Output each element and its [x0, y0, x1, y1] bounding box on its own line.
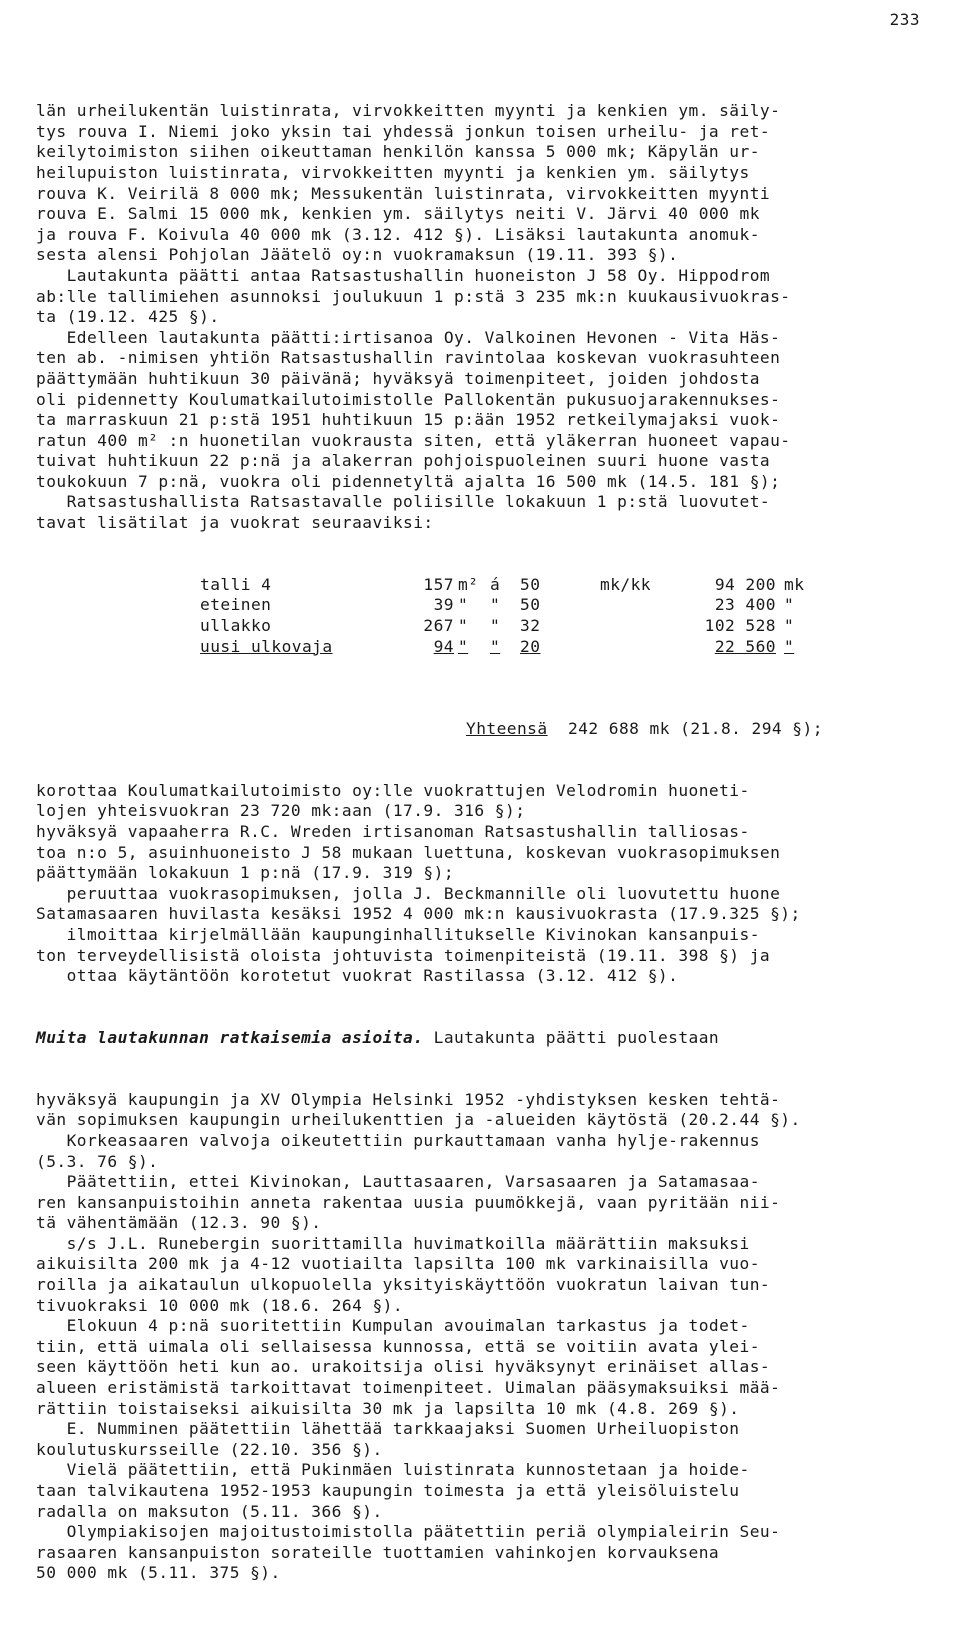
rent-row [200, 637, 804, 658]
text-line: ja rouva F. Koivula 40 000 mk (3.12. 412 §). Lisäksi lautakunta anomuk- [36, 224, 760, 244]
rent-area: 267 [423, 616, 454, 636]
text-line: päättymään huhtikuun 30 päivänä; hyväksyä toimenpiteet, joiden johdosta [36, 368, 760, 388]
rent-area: 39 [433, 595, 454, 615]
section-heading: Muita lautakunnan ratkaisemia asioita. [36, 1027, 424, 1047]
rent-area: 94 [433, 636, 454, 656]
text-line: seen käyttöön heti kun ao. urakoitsija olisi hyväksynyt erinäiset allas- [36, 1357, 771, 1377]
text-line: Päätettiin, ettei Kivinokan, Lauttasaaren, Varsasaaren ja Satamasaa- [36, 1172, 760, 1192]
paragraphs-part1 [36, 101, 936, 533]
rent-amount: 102 528 [704, 616, 776, 636]
section-heading-line [36, 1028, 936, 1049]
text-line: Vielä päätettiin, että Pukinmäen luistinrata kunnostetaan ja hoide- [36, 1460, 750, 1480]
rent-room: talli 4 [200, 574, 272, 594]
text-line: ilmoittaa kirjelmällään kaupunginhallitukselle Kivinokan kansanpuis- [36, 924, 760, 944]
text-line: roilla ja aikataulun ulkopuolella yksityiskäyttöön vuokratun laivan tun- [36, 1275, 771, 1295]
rent-total-row [36, 719, 936, 740]
rent-price-unit [600, 637, 680, 658]
rent-price-prefix: " [490, 616, 501, 636]
text-line: tä vähentämään (12.3. 90 §). [36, 1213, 322, 1233]
rent-amount-unit: " [784, 595, 795, 615]
body-text [36, 60, 936, 1625]
rent-row [200, 616, 804, 637]
text-line: rättiin toistaiseksi aikuisilta 30 mk ja lapsilta 10 mk (4.8. 269 §). [36, 1398, 740, 1418]
rent-price-unit [600, 595, 680, 616]
rent-row [200, 575, 804, 596]
text-line: ton terveydellisistä oloista johtuvista toimenpiteistä (19.11. 398 §) ja [36, 945, 771, 965]
rent-price: 32 [520, 616, 541, 636]
text-line: ren kansanpuistoihin anneta rakentaa uusia puumökkejä, vaan pyritään nii- [36, 1192, 781, 1212]
rent-amount: 94 200 [714, 574, 776, 594]
rent-amount-unit: " [784, 616, 795, 636]
rent-row [200, 595, 804, 616]
text-line: Edelleen lautakunta päätti:irtisanoa Oy. Valkoinen Hevonen - Vita Häs- [36, 327, 781, 347]
text-line: toukokuun 7 p:nä, vuokra oli pidennetyltä ajalta 16 500 mk (14.5. 181 §); [36, 471, 781, 491]
rent-amount: 22 560 [714, 636, 776, 656]
rent-price-unit [600, 616, 680, 637]
text-line: radalla on maksuton (5.11. 366 §). [36, 1501, 383, 1521]
section-heading-rest: Lautakunta päätti puolestaan [423, 1027, 720, 1047]
rent-price-prefix: á [490, 574, 501, 594]
page-number: 233 [889, 10, 920, 29]
text-line: heilupuiston luistinrata, virvokkeitten myynti ja kenkien ym. säilytys [36, 162, 750, 182]
text-line: ottaa käytäntöön korotetut vuokrat Rastilassa (3.12. 412 §). [36, 966, 679, 986]
text-line: sesta alensi Pohjolan Jäätelö oy:n vuokramaksun (19.11. 393 §). [36, 245, 679, 265]
text-line: toa n:o 5, asuinhuoneisto J 58 mukaan luettuna, koskevan vuokrasopimuksen [36, 842, 781, 862]
text-line: Elokuun 4 p:nä suoritettiin Kumpulan avouimalan tarkastus ja todet- [36, 1316, 750, 1336]
rent-table [200, 575, 804, 657]
rent-price-prefix: " [490, 636, 501, 656]
text-line: tuivat huhtikuun 22 p:nä ja alakerran pohjoispuoleinen suuri huone vasta [36, 451, 771, 471]
text-line: Lautakunta päätti antaa Ratsastushallin huoneiston J 58 Oy. Hippodrom [36, 265, 771, 285]
rent-room: uusi ulkovaja [200, 636, 333, 656]
rent-price-prefix: " [490, 595, 501, 615]
text-line: tivuokraksi 10 000 mk (18.6. 264 §). [36, 1295, 404, 1315]
text-line: ab:lle tallimiehen asunnoksi joulukuun 1 p:stä 3 235 mk:n kuukausivuokras- [36, 286, 791, 306]
rent-price: 50 [520, 574, 541, 594]
text-line: vän sopimuksen kaupungin urheilukenttien ja -alueiden käytöstä (20.2.44 §). [36, 1110, 801, 1130]
text-line: päättymään lokakuun 1 p:nä (17.9. 319 §); [36, 863, 455, 883]
paragraphs-part3 [36, 1090, 936, 1584]
text-line: taan talvikautena 1952-1953 kaupungin toimesta ja että yleisöluistelu [36, 1481, 740, 1500]
text-line: tys rouva I. Niemi joko yksin tai yhdessä jonkun toisen urheilu- ja ret- [36, 121, 771, 141]
rent-room: eteinen [200, 595, 272, 615]
total-label: Yhteensä [466, 719, 548, 739]
text-line: lojen yhteisvuokran 23 720 mk:aan (17.9. 316 §); [36, 801, 526, 821]
text-line: Satamasaaren huvilasta kesäksi 1952 4 000 mk:n kausivuokrasta (17.9.325 §); [36, 904, 801, 924]
text-line: ta (19.12. 425 §). [36, 307, 220, 327]
text-line: korottaa Koulumatkailutoimisto oy:lle vuokrattujen Velodromin huoneti- [36, 780, 750, 800]
text-line: aikuisilta 200 mk ja 4-12 vuotiailta lapsilta 100 mk varkinaisilla vuo- [36, 1254, 760, 1274]
text-line: hyväksyä vapaaherra R.C. Wreden irtisanoman Ratsastushallin talliosas- [36, 822, 750, 841]
total-ref: (21.8. 294 §); [680, 719, 823, 739]
text-line: alueen eristämistä tarkoittavat toimenpiteet. Uimalan pääsymaksuiksi mää- [36, 1378, 781, 1398]
text-line: s/s J.L. Runebergin suorittamilla huvimatkoilla määrättiin maksuksi [36, 1233, 750, 1253]
rent-amount-unit: mk [784, 574, 805, 594]
text-line: ta marraskuun 21 p:stä 1951 huhtikuun 15 p:ään 1952 retkeilymajaksi vuok- [36, 410, 781, 430]
rent-price-unit: mk/kk [600, 574, 651, 594]
rent-area-unit: " [458, 636, 469, 656]
rent-area-unit: " [458, 595, 469, 615]
rent-area-unit: m² [458, 574, 479, 594]
text-line: ten ab. -nimisen yhtiön Ratsastushallin ravintolaa koskevan vuokrasuhteen [36, 348, 781, 368]
text-line: oli pidennetty Koulumatkailutoimistolle Pallokentän pukusuojarakennukses- [36, 389, 781, 409]
total-amount: 242 688 mk [567, 719, 670, 739]
paragraphs-part2 [36, 781, 936, 987]
text-line: 50 000 mk (5.11. 375 §). [36, 1563, 281, 1583]
rent-room: ullakko [200, 616, 272, 636]
rent-area: 157 [423, 574, 454, 594]
rent-table-block [36, 575, 936, 678]
text-line: hyväksyä kaupungin ja XV Olympia Helsinki 1952 -yhdistyksen kesken tehtä- [36, 1089, 781, 1109]
text-line: tiin, että uimala oli sellaisessa kunnossa, että se voitiin avata ylei- [36, 1336, 760, 1356]
text-line: rasaaren kansanpuiston sorateille tuottamien vahinkojen korvauksena [36, 1542, 720, 1562]
text-line: rouva K. Veirilä 8 000 mk; Messukentän luistinrata, virvokkeitten myynti [36, 183, 771, 203]
rent-amount: 23 400 [714, 595, 776, 615]
text-line: Ratsastushallista Ratsastavalle poliisille lokakuun 1 p:stä luovutet- [36, 492, 771, 512]
text-line: Olympiakisojen majoitustoimistolla päätettiin periä olympialeirin Seu- [36, 1522, 781, 1542]
text-line: ratun 400 m² :n huonetilan vuokrausta siten, että yläkerran huoneet vapau- [36, 430, 791, 450]
text-line: rouva E. Salmi 15 000 mk, kenkien ym. säilytys neiti V. Järvi 40 000 mk [36, 204, 760, 224]
text-line: Korkeasaaren valvoja oikeutettiin purkauttamaan vanha hylje-rakennus [36, 1130, 760, 1150]
text-line: keilytoimiston siihen oikeuttaman henkilön kanssa 5 000 mk; Käpylän ur- [36, 142, 760, 162]
text-line: (5.3. 76 §). [36, 1151, 159, 1171]
rent-price: 50 [520, 595, 541, 615]
text-line: län urheilukentän luistinrata, virvokkeitten myynti ja kenkien ym. säily- [36, 101, 781, 121]
text-line: E. Numminen päätettiin lähettää tarkkaajaksi Suomen Urheiluopiston [36, 1419, 740, 1439]
text-line: peruuttaa vuokrasopimuksen, jolla J. Beckmannille oli luovutettu huone [36, 883, 781, 903]
rent-area-unit: " [458, 616, 469, 636]
text-line: tavat lisätilat ja vuokrat seuraaviksi: [36, 513, 434, 533]
rent-amount-unit: " [784, 636, 795, 656]
text-line: koulutuskursseille (22.10. 356 §). [36, 1439, 383, 1459]
rent-price: 20 [520, 636, 541, 656]
